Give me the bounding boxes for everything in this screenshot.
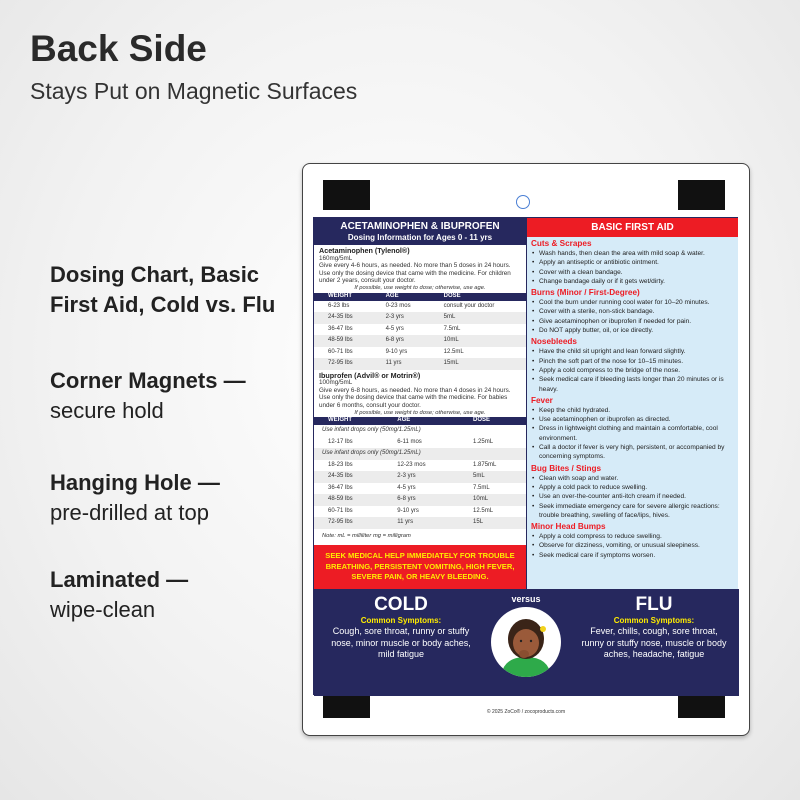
dosing-header xyxy=(314,218,526,245)
cell: 2-3 yrs xyxy=(383,471,459,483)
cell: consult your doctor xyxy=(443,302,495,309)
list-item: • Cover with a sterile, non-stick bandage. xyxy=(531,307,734,316)
list-item: • Use acetaminophen or ibuprofen as directed. xyxy=(531,415,734,424)
table-row xyxy=(314,460,526,472)
list-item: • Have the child sit upright and lean forward slightly. xyxy=(531,347,734,356)
flu-column xyxy=(579,594,729,661)
list-item: • Wash hands, then clean the area with mild soap & water. xyxy=(531,249,734,258)
first-aid-items xyxy=(531,249,734,286)
cold-column xyxy=(326,594,476,661)
infant-note: Use infant drops only (50mg/1.25mL) xyxy=(314,448,526,460)
table-row xyxy=(314,506,526,518)
first-aid-heading: Minor Head Bumps xyxy=(531,522,606,532)
first-aid-items xyxy=(531,532,734,560)
feature-laminated xyxy=(50,565,188,625)
cold-label: Common Symptoms: xyxy=(360,616,442,625)
med-name: Acetaminophen (Tylenol®) xyxy=(319,246,410,255)
cell: 7.5mL xyxy=(443,325,461,332)
list-item: • Seek immediate emergency care for severe allergic reactions: trouble breathing, swelling of face/lips, hives. xyxy=(531,502,734,521)
cell: 15L xyxy=(459,517,526,529)
med-strength: 100mg/5mL xyxy=(319,379,353,387)
med-hint: If possible, use weight to dose; otherwise, use age. xyxy=(354,409,486,416)
cell: 48-59 lbs xyxy=(314,335,372,347)
list-item: • Cover with a clean bandage. xyxy=(531,268,734,277)
table-row xyxy=(314,437,526,449)
med-desc: Give every 4-6 hours, as needed. No more than 5 doses in 24 hours. Use only the dosing device that came with the medicine. For children under 2 years, consult your doctor. xyxy=(319,262,511,285)
cell: 1.875mL xyxy=(473,461,497,468)
feature-hole xyxy=(50,468,220,528)
table-row xyxy=(314,358,526,370)
first-aid-heading: Bug Bites / Stings xyxy=(531,463,602,473)
sick-child-illustration xyxy=(491,607,561,677)
cell: 24-35 lbs xyxy=(314,471,383,483)
cell: 4-5 yrs xyxy=(385,325,404,332)
cell: 48-59 lbs xyxy=(314,494,383,506)
table-row xyxy=(314,494,526,506)
cell: 6-11 mos xyxy=(397,438,422,445)
col-header: WEIGHT xyxy=(314,293,372,301)
col-header: DOSE xyxy=(430,293,526,301)
first-aid-heading: Cuts & Scrapes xyxy=(531,239,592,248)
list-item: • Do NOT apply butter, oil, or ice directly. xyxy=(531,326,734,335)
cell: 60-71 lbs xyxy=(328,348,353,355)
cell: 6-8 yrs xyxy=(372,335,430,347)
hanging-hole xyxy=(516,195,530,209)
list-item: • Seek medical care if bleeding lasts longer than 20 minutes or is heavy. xyxy=(531,375,734,394)
cell: 4-5 yrs xyxy=(397,484,416,491)
med-strength: 160mg/5mL xyxy=(319,254,353,262)
table-row xyxy=(314,324,526,336)
col-header: AGE xyxy=(372,293,430,301)
feature-text: pre-drilled at top xyxy=(50,500,209,525)
col-header: DOSE xyxy=(459,417,526,425)
first-aid-items xyxy=(531,347,734,393)
cell: 11 yrs xyxy=(383,517,459,529)
printed-chart xyxy=(313,217,738,695)
cell: 11 yrs xyxy=(372,358,430,370)
units-note: Note: mL = milliliter mg = milligram xyxy=(322,532,411,539)
cell: 24-35 lbs xyxy=(314,312,372,324)
first-aid-items xyxy=(531,406,734,462)
feature-text: wipe-clean xyxy=(50,597,156,622)
list-item: • Dress in lightweight clothing and maintain a comfortable, cool environment. xyxy=(531,424,734,443)
cell: 10mL xyxy=(459,494,526,506)
acetaminophen-table xyxy=(314,293,526,370)
first-aid-heading: Fever xyxy=(531,395,553,405)
list-item: • Seek medical care if symptoms worsen. xyxy=(531,551,734,560)
feature-bold: Laminated — xyxy=(50,567,189,592)
flu-symptoms: Fever, chills, cough, sore throat, runny or stuffy nose, muscle or body aches, headache, fatigue xyxy=(581,626,727,659)
cell: 9-10 yrs xyxy=(385,348,408,355)
cell: 9-10 yrs xyxy=(397,507,419,514)
corner-magnet xyxy=(323,180,370,210)
cell: 1.25mL xyxy=(473,438,494,445)
table-row xyxy=(314,347,526,359)
list-item: • Change bandage daily or if it gets wet/dirty. xyxy=(531,277,734,286)
list-item: • Apply a cold compress to the bridge of the nose. xyxy=(531,366,734,375)
table-row xyxy=(314,517,526,529)
list-item: • Keep the child hydrated. xyxy=(531,406,734,415)
cold-symptoms: Cough, sore throat, runny or stuffy nose, minor muscle or body aches, mild fatigue xyxy=(331,626,471,659)
list-item: • Apply a cold pack to reduce swelling. xyxy=(531,483,734,492)
table-row xyxy=(314,483,526,495)
first-aid-heading: Nosebleeds xyxy=(531,337,577,347)
col-header: AGE xyxy=(383,417,459,425)
cell: 7.5mL xyxy=(473,484,490,491)
list-item: • Use an over-the-counter anti-itch cream if needed. xyxy=(531,492,734,501)
flu-label: Common Symptoms: xyxy=(613,616,695,625)
corner-magnet xyxy=(678,180,725,210)
cell: 18-23 lbs xyxy=(328,461,353,468)
cell: 72-95 lbs xyxy=(314,358,372,370)
cell: 0-23 mos xyxy=(385,302,411,309)
med-name: Ibuprofen (Advil® or Motrin®) xyxy=(319,370,421,380)
list-item: • Call a doctor if fever is very high, persistent, or accompanied by concerning symptoms. xyxy=(531,443,734,462)
feature-bold: Dosing Chart, Basic First Aid, Cold vs. Flu xyxy=(50,262,276,317)
cell: 72-95 lbs xyxy=(314,517,383,529)
cell: 36-47 lbs xyxy=(328,325,353,332)
copyright-footer: © 2025 ZoCo® / zocoproducts.com xyxy=(486,709,566,715)
acetaminophen-info xyxy=(314,245,526,293)
cell: 6-23 lbs xyxy=(328,302,350,309)
infant-note: Use infant drops only (50mg/1.25mL) xyxy=(322,427,421,434)
list-item: • Clean with soap and water. xyxy=(531,474,734,483)
cell: 60-71 lbs xyxy=(328,507,353,514)
cell: 15mL xyxy=(430,358,526,370)
emergency-warning: SEEK MEDICAL HELP IMMEDIATELY FOR TROUBLE BREATHING, PERSISTENT VOMITING, HIGH FEVER, SEVERE PAIN, OR HEAVY BLEEDING. xyxy=(314,545,526,589)
med-hint: If possible, use weight to dose; otherwise, use age. xyxy=(354,284,486,291)
list-item: • Observe for dizziness, vomiting, or unusual sleepiness. xyxy=(531,541,734,550)
list-item: • Cool the burn under running cool water for 10–20 minutes. xyxy=(531,298,734,307)
cell: 12-23 mos xyxy=(397,461,426,468)
cell: 6-8 yrs xyxy=(383,494,459,506)
first-aid-list xyxy=(527,239,738,560)
cell: 36-47 lbs xyxy=(328,484,353,491)
cell: 12.5mL xyxy=(443,348,464,355)
flu-title: FLU xyxy=(635,594,673,615)
first-aid-heading: Burns (Minor / First-Degree) xyxy=(531,288,640,298)
ibuprofen-table xyxy=(314,417,526,529)
list-item: • Apply an antiseptic or antibiotic ointment. xyxy=(531,258,734,267)
table-row xyxy=(314,471,526,483)
feature-bold: Hanging Hole — xyxy=(50,470,220,495)
dosing-section xyxy=(314,218,526,589)
table-row xyxy=(314,312,526,324)
list-item: • Apply a cold compress to reduce swelling. xyxy=(531,532,734,541)
list-item: • Pinch the soft part of the nose for 10–15 minutes. xyxy=(531,357,734,366)
cold-title: COLD xyxy=(374,594,428,615)
med-desc: Give every 6-8 hours, as needed. No more than 4 doses in 24 hours. Use only the dosing device that came with the medicine. For babies under 6 months, consult your doctor. xyxy=(319,386,511,409)
ibuprofen-info xyxy=(314,370,526,418)
list-item: • Give acetaminophen or ibuprofen if needed for pain. xyxy=(531,317,734,326)
cell: 10mL xyxy=(430,335,526,347)
cell: 5mL xyxy=(459,471,526,483)
cell: 12-17 lbs xyxy=(328,438,353,445)
first-aid-items xyxy=(531,298,734,335)
feature-bold: Corner Magnets — xyxy=(50,368,246,393)
versus-label: versus xyxy=(511,594,541,604)
cell: 2-3 yrs xyxy=(372,312,430,324)
cell: 5mL xyxy=(430,312,526,324)
table-row xyxy=(314,335,526,347)
table-row xyxy=(314,301,526,313)
feature-text: secure hold xyxy=(50,398,164,423)
first-aid-section xyxy=(526,218,738,589)
dosing-subtitle: Dosing Information for Ages 0 - 11 yrs xyxy=(347,233,493,242)
first-aid-title: BASIC FIRST AID xyxy=(527,218,738,237)
dosing-title: ACETAMINOPHEN & IBUPROFEN xyxy=(340,221,500,232)
cell: 12.5mL xyxy=(473,507,494,514)
cold-vs-flu xyxy=(314,589,739,696)
page-title: Back Side xyxy=(30,28,207,69)
col-header: WEIGHT xyxy=(314,417,383,425)
page-subtitle: Stays Put on Magnetic Surfaces xyxy=(30,78,358,104)
feature-magnets xyxy=(50,366,246,426)
first-aid-items xyxy=(531,474,734,520)
feature-dosing xyxy=(50,260,290,320)
